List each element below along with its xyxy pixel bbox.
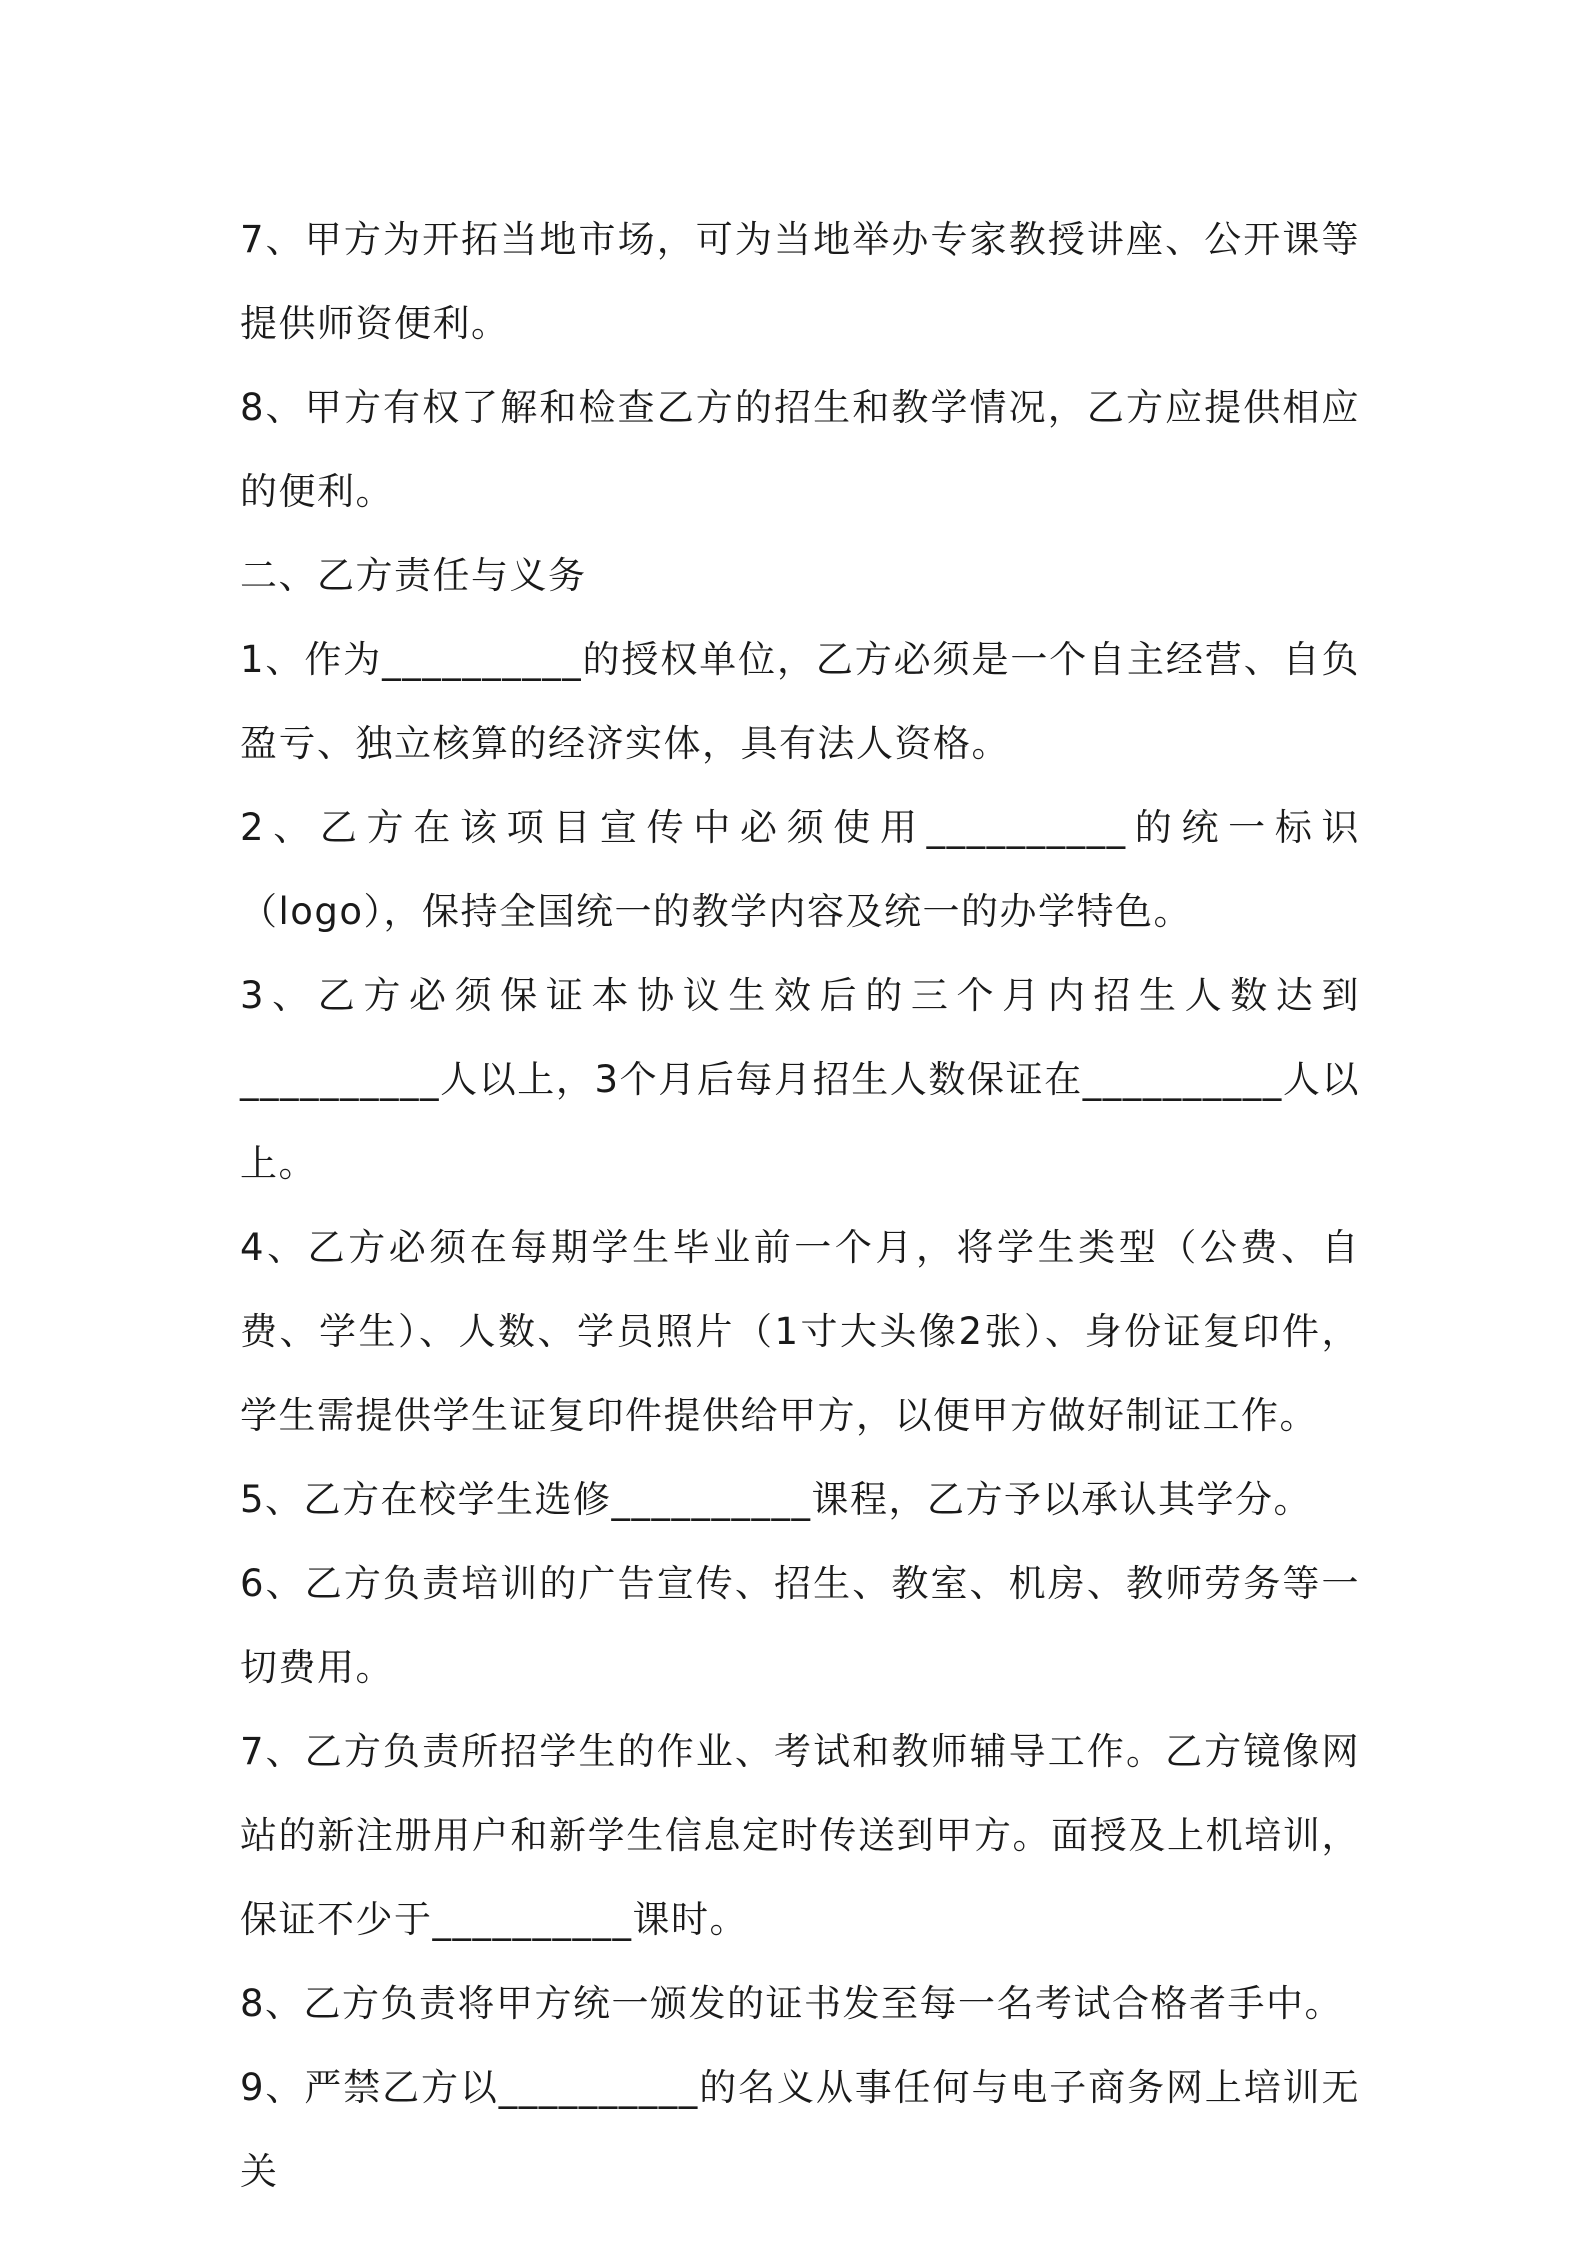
paragraph-party-b-item-3: 3、乙方必须保证本协议生效后的三个月内招生人数达到__________人以上，3个月后每月招生人数保证在__________人以上。 — [240, 974, 1360, 1185]
paragraph-party-b-item-9: 9、严禁乙方以__________的名义从事任何与电子商务网上培训无关 — [240, 2066, 1360, 2193]
document-body — [240, 198, 1360, 2214]
paragraph-party-a-item-7: 7、甲方为开拓当地市场，可为当地举办专家教授讲座、公开课等提供师资便利。 — [240, 218, 1360, 345]
paragraph-party-b-item-7: 7、乙方负责所招学生的作业、考试和教师辅导工作。乙方镜像网站的新注册用户和新学生信息定时传送到甲方。面授及上机培训，保证不少于__________课时。 — [240, 1730, 1360, 1941]
paragraph-party-a-item-8: 8、甲方有权了解和检查乙方的招生和教学情况，乙方应提供相应的便利。 — [240, 386, 1360, 513]
paragraph-party-b-item-4: 4、乙方必须在每期学生毕业前一个月，将学生类型（公费、自费、学生）、人数、学员照片（1寸大头像2张）、身份证复印件，学生需提供学生证复印件提供给甲方，以便甲方做好制证工作。 — [240, 1226, 1360, 1437]
section-heading-party-b: 二、乙方责任与义务 — [240, 554, 587, 597]
paragraph-party-b-item-2: 2、乙方在该项目宣传中必须使用__________的统一标识（logo），保持全国统一的教学内容及统一的办学特色。 — [240, 806, 1360, 933]
paragraph-party-b-item-6: 6、乙方负责培训的广告宣传、招生、教室、机房、教师劳务等一切费用。 — [240, 1562, 1360, 1689]
paragraph-party-b-item-1: 1、作为__________的授权单位，乙方必须是一个自主经营、自负盈亏、独立核算的经济实体，具有法人资格。 — [240, 638, 1360, 765]
paragraph-party-b-item-8: 8、乙方负责将甲方统一颁发的证书发至每一名考试合格者手中。 — [240, 1982, 1344, 2025]
paragraph-party-b-item-5: 5、乙方在校学生选修__________课程，乙方予以承认其学分。 — [240, 1478, 1313, 1521]
